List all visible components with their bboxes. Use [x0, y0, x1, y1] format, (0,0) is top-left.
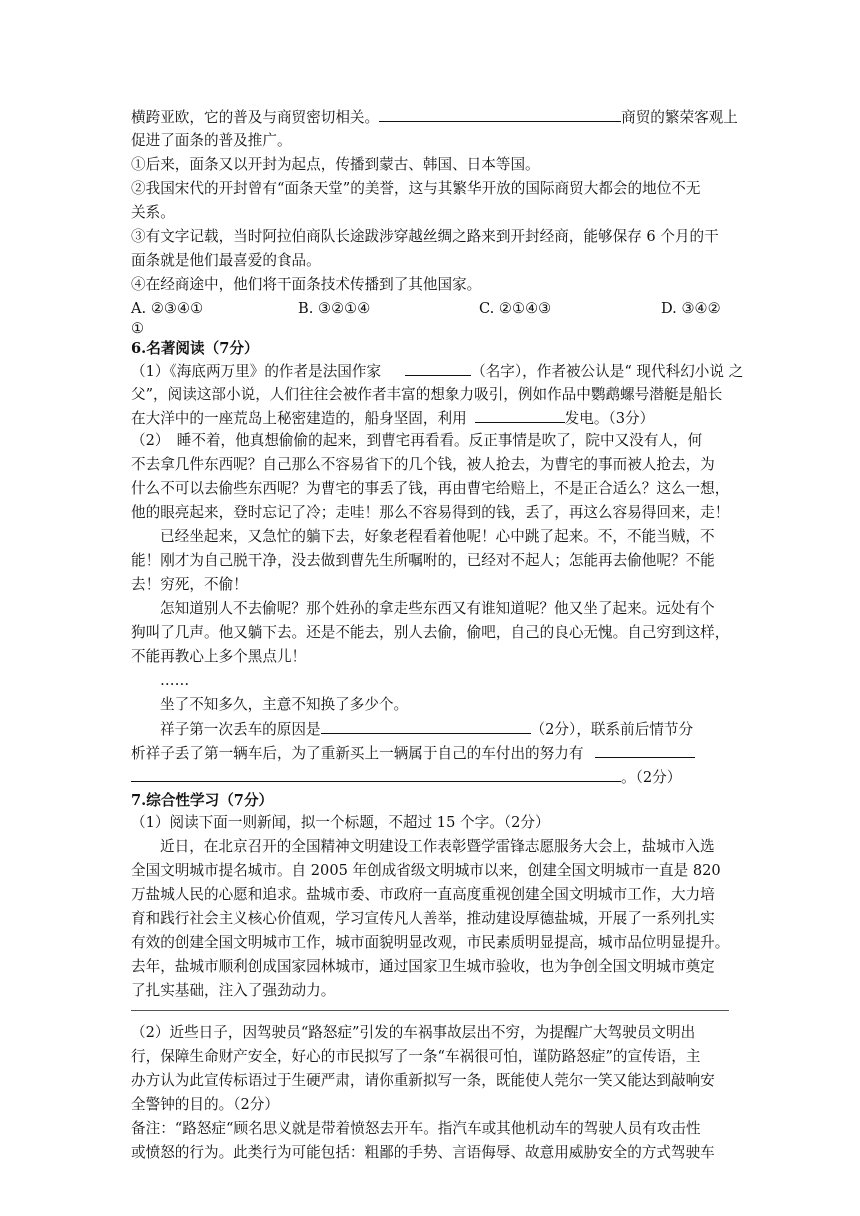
q5-sentence-2a: ②我国宋代的开封曾有“面条天堂”的美誉，这与其繁华开放的国际商贸大都会的地位不无: [131, 180, 701, 197]
q7-news-7: 了扎实基础，注入了强劲动力。: [131, 982, 336, 999]
answer-blank-effort-2[interactable]: [131, 766, 621, 782]
q6-p4c: 不能再教心上多个黑点儿！: [131, 648, 307, 665]
q6-p1c-text: 在大洋中的一座荒岛上秘密建造的，船身坚固，利用: [131, 410, 467, 427]
q5-line-1-after: 商贸的繁荣客观上: [621, 109, 738, 126]
q5-sentence-3b: 面条就是他们最喜爱的食品。: [131, 252, 321, 269]
answer-blank-q5[interactable]: [379, 106, 621, 122]
q5-sentence-4: ④在经商途中，他们将干面条技术传播到了其他国家。: [131, 276, 482, 293]
q7-p2d: 全警钟的目的。（2分）: [131, 1096, 279, 1113]
q7-news-4: 育和践行社会主义核心价值观，学习宣传凡人善举，推动建设厚德盐城，开展了一系列扎实: [131, 910, 715, 927]
q6-p4a: 怎知道别人不去偷呢？那个姓孙的拿走些东西又有谁知道呢？他又坐了起来。远处有个: [160, 600, 715, 617]
q7-note-2: 或愤怒的行为。此类行为可能包括：粗鄙的手势、言语侮辱、故意用威胁安全的方式驾驶车: [131, 1144, 715, 1161]
q5-sentence-1: ①后来，面条又以开封为起点，传播到蒙古、韩国、日本等国。: [131, 156, 540, 173]
q7-p2b: 行，保障生命财产安全，好心的市民拟写了一条“车祸很可怕，谨防路怒症”的宣传语，主: [131, 1048, 701, 1065]
q5-line-1: [131, 106, 738, 129]
option-b[interactable]: B. ③②①④: [298, 300, 371, 317]
q6-p3a: 已经坐起来，又急忙的躺下去，好象老程看着他呢！心中跳了起来。不，不能当贼，不: [160, 528, 715, 545]
option-c[interactable]: C. ②①④③: [479, 300, 552, 317]
q6-question-a: [160, 718, 693, 741]
q7-p2a: （2）近些日子，因驾驶员“路怒症”引发的车祸事故层出不穷，为提醒广大驾驶员文明出: [131, 1024, 696, 1041]
q6-p1c-after: 发电。（3分）: [564, 410, 655, 427]
q6-title: 6.名著阅读（7分）: [131, 340, 259, 357]
answer-blank-reason[interactable]: [321, 718, 531, 734]
q6-question-c-after: 。（2分）: [621, 769, 682, 786]
q6-p2b: 不去拿几件东西呢？自己那么不容易省下的几个钱，被人抢去，为曹宅的事而被人抢去，为: [131, 456, 715, 473]
q6-question-a-text: 祥子第一次丢车的原因是: [160, 721, 321, 738]
q5-sentence-2b: 关系。: [131, 204, 175, 221]
q7-news-3: 万盐城人民的心愿和追求。盐城市委、市政府一直高度重视创建全国文明城市工作，大力培: [131, 886, 715, 903]
q6-p1c: [131, 407, 654, 430]
q7-p1: （1）阅读下面一则新闻，拟一个标题，不超过 15 个字。（2分）: [131, 814, 550, 831]
q6-ellipsis: ……: [160, 672, 190, 689]
q6-question-c: [131, 766, 681, 789]
q6-p2c: 什么不可以去偷些东西呢？为曹宅的事丢了钱，再由曹宅给赔上，不是正合适么？这么一想，: [131, 480, 730, 497]
answer-blank-author[interactable]: [405, 360, 471, 376]
q6-p2a: （2） 睡不着，他真想偷偷的起来，到曹宅再看看。反正事情是吹了，院中又没有人，何: [131, 432, 703, 449]
q5-line-1-text: 横跨亚欧，它的普及与商贸密切相关。: [131, 109, 380, 126]
answer-line-headline[interactable]: [131, 1010, 729, 1011]
q6-question-b: [131, 742, 695, 765]
q5-sentence-3a: ③有文字记载，当时阿拉伯商队长途跋涉穿越丝绸之路来到开封经商，能够保存 6 个月的干: [131, 228, 719, 245]
q6-p3b: 能！刚才为自己脱干净，没去做到曹先生所嘱咐的，已经对不起人；怎能再去偷他呢？不能: [131, 552, 715, 569]
q6-p4b: 狗叫了几声。他又躺下去。还是不能去，别人去偷，偷吧，自己的良心无愧。自己穷到这样，: [131, 624, 730, 641]
answer-blank-effort-1[interactable]: [595, 742, 695, 758]
option-d[interactable]: D. ③④②: [661, 300, 721, 317]
q6-p1a: [131, 360, 743, 383]
q7-news-6: 去年，盐城市顺利创成国家园林城市，通过国家卫生城市验收，也为争创全国文明城市奠定: [131, 958, 715, 975]
q6-p5: 坐了不知多久，主意不知换了多少个。: [160, 696, 409, 713]
q7-news-5: 有效的创建全国文明城市工作，城市面貌明显改观，市民素质明显提高，城市品位明显提升。: [131, 934, 730, 951]
q6-p3c: 去！穷死，不偷！: [131, 576, 248, 593]
answer-blank-power[interactable]: [475, 407, 565, 423]
q6-question-a-after: （2分），联系前后情节分: [530, 721, 694, 738]
q7-note-1: 备注：“路怒症“顾名思义就是带着愤怒去开车。指汽车或其他机动车的驾驶人员有攻击性: [131, 1120, 701, 1137]
option-d-wrap: ①: [131, 320, 145, 337]
q7-title: 7.综合性学习（7分）: [131, 792, 274, 809]
q6-p1b: 父”，阅读这部小说，人们往往会被作者丰富的想象力吸引，例如作品中鹦鹉螺号潜艇是船长: [131, 386, 723, 403]
option-a[interactable]: A. ②③④①: [131, 300, 204, 317]
q6-p1a-text: （1）《海底两万里》的作者是法国作家: [131, 363, 382, 380]
q5-options: [131, 298, 729, 320]
q6-p2d: 他的眼亮起来，登时忘记了冷；走哇！那么不容易得到的钱，丢了，再这么容易得回来，走！: [131, 504, 730, 521]
q7-p2c: 办方认为此宣传标语过于生硬严肃，请你重新拟写一条，既能使人莞尔一笑又能达到敲响安: [131, 1072, 715, 1089]
q5-line-2: 促进了面条的普及推广。: [131, 132, 292, 149]
q6-p1a-after: （名字），作者被公认是“ 现代科幻小说 之: [471, 363, 744, 380]
q6-question-b-text: 析祥子丢了第一辆车后，为了重新买上一辆属于自己的车付出的努力有: [131, 745, 584, 762]
q7-news-2: 全国文明城市提名城市。自 2005 年创成省级文明城市以来，创建全国文明城市一直是 820: [131, 862, 721, 879]
q7-news-1: 近日，在北京召开的全国精神文明建设工作表彰暨学雷锋志愿服务大会上，盐城市入选: [160, 838, 715, 855]
